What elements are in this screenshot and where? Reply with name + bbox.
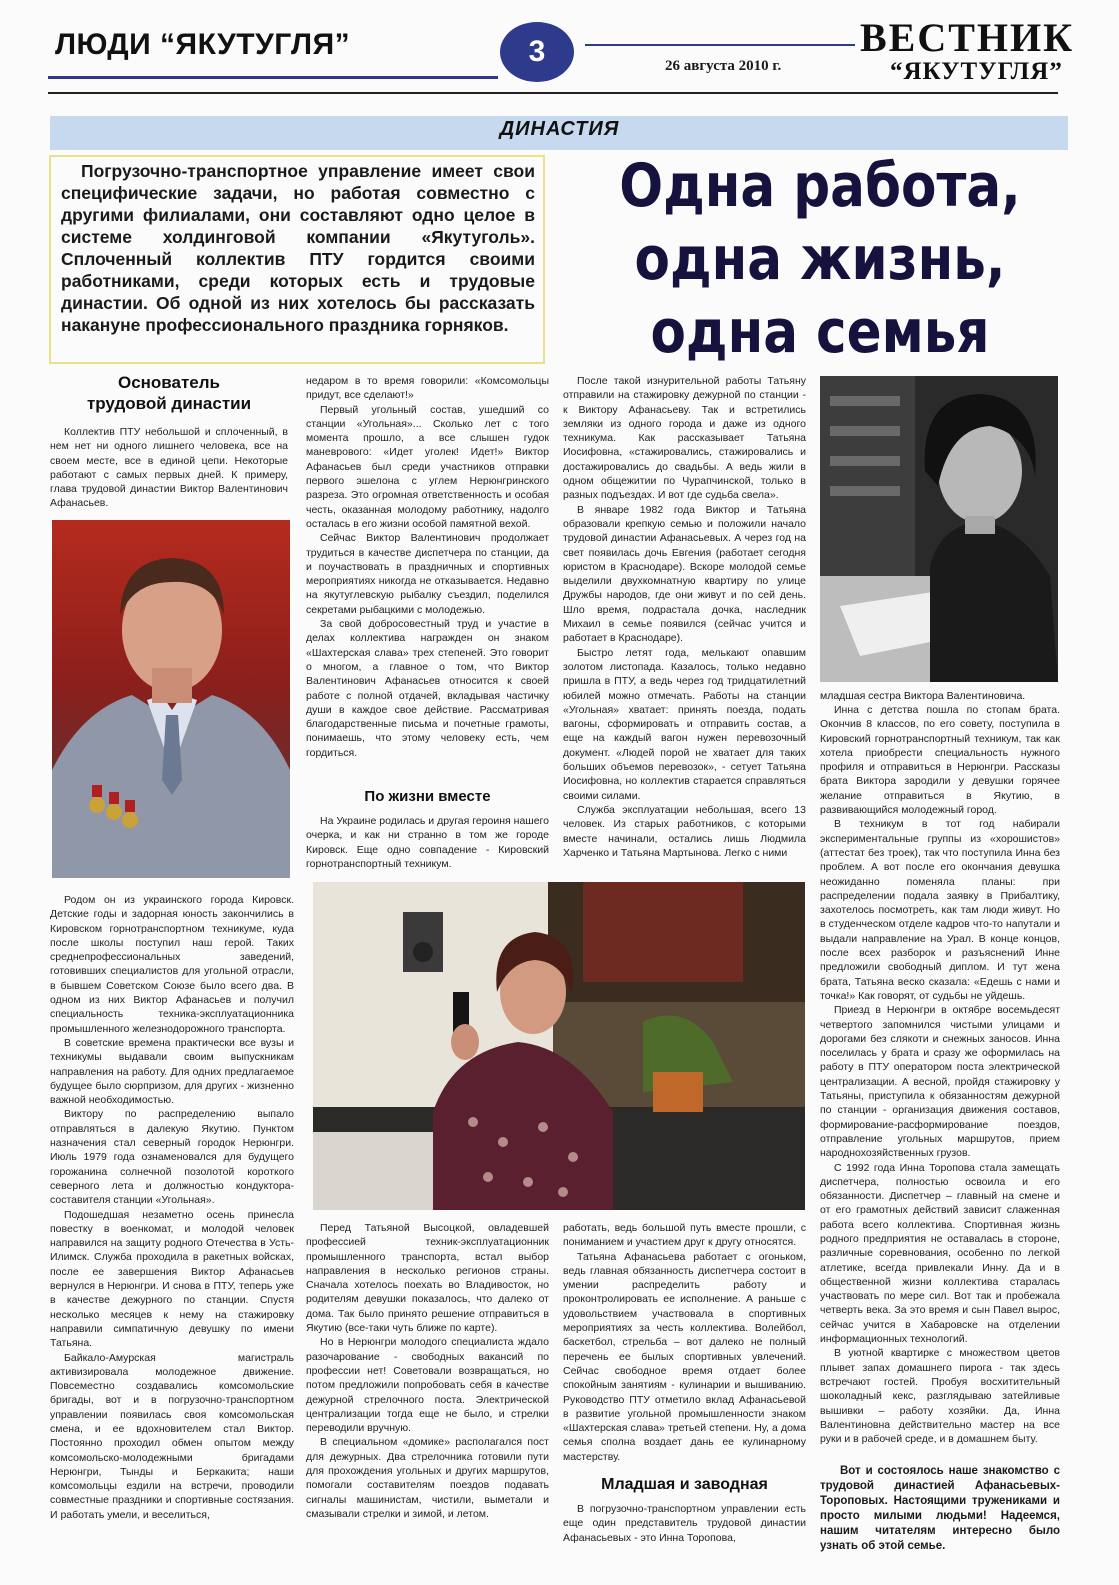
photo-viktor-image (52, 520, 290, 878)
col1-intro: Коллектив ПТУ небольшой и сплоченный, в нем нет ни одного лишнего человека, все на своем месте, все в единой цепи. Некоторые работают с самых первых дней. К примеру, глава трудовой династии Виктор Валентинович Афанасьев. (50, 426, 288, 510)
masthead-subtitle: “ЯКУТУГЛЯ” (890, 58, 1063, 85)
photo-inna-image (820, 376, 1058, 682)
issue-date: 26 августа 2010 г. (665, 58, 782, 74)
rubric-label: ДИНАСТИЯ (499, 118, 620, 140)
col3b-body-2: В погрузочно-транспортном управлении есть еще один представитель трудовой династии Афанасьевых - это Инна Торопова, (563, 1503, 806, 1544)
col2-subhead: По жизни вместе (364, 788, 491, 805)
col2b-body: Перед Татьяной Высоцкой, овладевшей профессией техник-эксплуатационник промышленного транспорта, встал выбор направления в несколько регионов страны. Сначала хотелось поехать во Владивосток, но родителям девушки показалось, что далеко от дома. Так было принято решение отправиться в Якутию (все-таки чуть ближе по карте). Но в Нерюнгри молодого специалиста ждало разочарование - свободных вакансий по профессии нет! Советовали возвращаться, но потом предложили попробовать себя в качестве дежурной стрелочного поста. Электрической централизации тогда еще не было, и стрелки переводили вручную. В специальном «домике» располагался пост для дежурных. Два стрелочника готовили пути для прохождения угольных и других маршрутов, помогали составителям поездов подавать сигналы машинистам, чистили, выметали и смазывали стрелки и зимой, и летом. (306, 1222, 549, 1520)
header-rule-left (48, 76, 498, 79)
col4-body: Инна с детства пошла по стопам брата. Окончив 8 классов, по его совету, поступила в Кировский горнотранспортный техникум, так как хотела приобрести специальность нужного профиля и отправиться в Нерюнгри. Рассказы брата Виктора зародили у девушки горячее желание отправиться в Якутию, в развивающийся молодежный город. В техникум в тот год набирали экспериментальные группы из «хорошистов» (аттестат без троек), так что поступила Инна без проблем. А вот после его окончания девушка неожиданно поменяла планы: при распределении подала заявку в Прибалтику, захотелось посмотреть, как там люди живут. Но в студенческом отделе кадров что-то напутали и выдали направление на Урал. В конце концов, после всех разборок и разъяснений Инне предложили свободный диплом. И тут жена брата, Татьяна веско сказала: «Едешь с нами и точка!» Как говорят, от судьбы не уйдешь. Приезд в Нерюнгри в октябре восемьдесят четвертого запомнился чистыми улицами и дорогами без слякоти и снежных заносов. Инна поселилась у брата и сразу же оформилась на работу в ПТУ оператором поста электрической централизации. А весной, пройдя стажировку у Татьяны, приступила к обязанностям дежурной по станции - организация движения составов, формирование-расформирование поездов, отправление угольных маршрутов, прием народнохозяйственных грузов. С 1992 года Инна Торопова стала замещать диспетчера, полностью освоила и его обязанности. Диспетчер – главный на смене и от его грамотных действий зависит слаженная работа всего коллектива. Спортивная жизнь родного предприятия не оставалась в стороне, различные соревнования, особенно по легкой атлетике, всегда привлекали Инну. Да и в общественной жизни коллектива старалась участвовать по мере сил. Вот так и пробежала четверть века. За это время и сын Павел вырос, сейчас учится в Хабаровске на отделении информационных технологий. В уютной квартирке с множеством цветов плывет запах домашнего пирога - так здесь встречают гостей. Пробуя восхитительный шоколадный кекс, разглядываю затейливые вышивки – работу хозяйки. Да, Инна Валентиновна действительно мастер на все руки и в рабочей среде, и в домашнем быту. (820, 704, 1060, 1446)
photo-viktor (52, 520, 290, 878)
header-rule-right (585, 44, 855, 46)
headline (609, 150, 1030, 369)
headline-line-2: одна жизнь, (634, 224, 1006, 294)
lead-text: Погрузочно-транспортное управление имеет свои специфические задачи, но работая совместно с другими филиалами, они составляют одно целое в системе холдинговой компании «Якутуголь». Сплоченный коллектив ПТУ гордится своими работниками, среди которых есть и трудовые династии. Об одной из них хотелось бы рассказать накануне профессионального праздника горняков. (61, 161, 535, 335)
final-statement: Вот и состоялось наше знакомство с трудовой династией Афанасьевых-Тороповых. Настоящими тружениками и просто милыми людьми! Надеемся, нашим читателям интересно было узнать об этой семье. (820, 1465, 1060, 1552)
photo-tatyana (313, 882, 805, 1210)
col1-subhead: Основатель трудовой династии (86, 373, 252, 413)
col3b-subhead: Младшая и заводная (601, 1476, 768, 1493)
photo-tatyana-image (313, 882, 805, 1210)
page-number-badge: 3 (500, 22, 574, 82)
headline-line-1: Одна работа, (619, 151, 1021, 221)
header-bottom-rule (48, 92, 1058, 94)
col1-body: Родом он из украинского города Кировск. Детские годы и задорная юность закончились в Кировском горнотранспортном техникуме, куда после школы поступил наш герой. Таких среднепрофессиональных заведений, готовивших специалистов для угольной отрасли, в бывшем Советском Союзе было всего два. В одном из них Виктор Афанасьев и получил специальность техника-эксплуатационника промышленного железнодорожного транспорта. В советские времена практически все вузы и техникумы выдавали своим выпускникам направления на работу. Для одних предлагаемое будущее было сюрпризом, для других - жизненно важной необходимостью. Виктору по распределению выпало отправляться в далекую Якутию. Пунктом назначения стал северный городок Нерюнгри. Июль 1979 года ознаменовался для будущего горожанина солнечной позолотой короткого северного лета и должностью кондуктора-составителя станции «Угольная». Подошедшая незаметно осень принесла повестку в военкомат, и молодой человек направился на защиту родного Отечества в Усть-Илимск. Служба проходила в ракетных войсках, после ее завершения Виктор Афанасьев вернулся в Нерюнгри. И снова в ПТУ, теперь уже в качестве дежурного по станции. Спустя несколько месяцев к нему на стажировку направили симпатичную девушку по имени Татьяна. Байкало-Амурская магистраль активизировала молодежное движение. Повсеместно создавались комсомольские бригады, вот и в погрузочно-транспортном управлении появилась своя комсомольская смена, и ее вдохновителем стал Виктор. Постоянно проходил обмен опытом между комсомольско-молодежными бригадами Нерюнгри, Тынды и Беркакита; наши комсомольцы ездили на встречи, проводили совместные праздники и спортивные состязания. И работать умели, и веселиться, (50, 894, 294, 1521)
col2-body-2: На Украине родилась и другая героиня нашего очерка, и как ни странно в том же городе Кировск. Еще одно совпадение - Кировский горнотранспортный техникум. (306, 815, 549, 870)
lead-box (49, 155, 545, 364)
col2-body: недаром в то время говорили: «Комсомольцы придут, все сделают!» Первый угольный состав, ушедший со станции «Угольная»... Сколько лет с того момента прошло, а все слышен гудок маневрового: «Идет уголек! Идет!» Виктор Афанасьев был среди участников отправки первого эшелона с углем Нерюнгринского разреза. Это огромная ответственность и особая честь, оказанная молодому работнику, надолго осталась в его жизни особой памятной вехой. Сейчас Виктор Валентинович продолжает трудиться в качестве диспетчера по станции, да и поучаствовать в праздничных и спортивных мероприятиях никогда не отказывается. Недавно на якутуглевскую рыбалку съездил, поделился секретами рыбацкими с молодежью. За свой добросовестный труд и участие в делах коллектива награжден он знаком «Шахтерская слава» трех степеней. Это говорит о многом, а главное о том, что Виктор Валентинович Афанасьев относится к своей работе с полной отдачей, вкладывая частичку души в каждое свое действие. Рассматривая благодарственные письма и почетные грамоты, понимаешь, что этому человеку есть, чем гордиться. (306, 375, 549, 759)
headline-line-3: одна семья (650, 297, 990, 367)
photo-inna-caption: младшая сестра Виктора Валентиновича. (820, 690, 1026, 702)
photo-inna (820, 376, 1058, 682)
masthead-title: ВЕСТНИК (860, 15, 1075, 60)
section-title: ЛЮДИ “ЯКУТУГЛЯ” (55, 28, 351, 61)
col3-body: После такой изнурительной работы Татьяну отправили на стажировку дежурной по станции - к Виктору Афанасьеву. Так и встретились земляки из одного города и даже из одного техникума. Как рассказывает Татьяна Иосифовна, «стажировались, стажировались и достажировались до свадьбы. А ведь жили в одном общежитии по Чурапчинской, только в разных подъездах. И вот где судьба свела». В январе 1982 года Виктор и Татьяна образовали крепкую семью и положили начало трудовой династии Афанасьевых. А через год на свет появилась дочь Евгения (работает сегодня юристом в Краснодаре). Вскоре молодой семье выделили двухкомнатную квартиру по улице Дружбы народов, где они живут и по сей день. Шло время, подрастала дочка, наследник Михаил в семье появился (сейчас учится и работает в Краснодаре). Быстро летят года, мелькают опавшим золотом листопада. Казалось, только недавно пришла в ПТУ, а ведь через год тридцатилетний юбилей можно отмечать. Работы на станции «Угольная» хватает: принять поезда, подать вагоны, сформировать и отправить состав, а еще на каждый вагон нужен перевозочный документ. «Людей порой не хватает для таких больших объемов перевозок», - сетует Татьяна Иосифовна, но коллектив старается справляться своими силами. Служба эксплуатации небольшая, всего 13 человек. Из старых работников, с которыми вместе начинали, остались лишь Людмила Харченко и Татьяна Мартынова. Легко с ними (563, 375, 806, 859)
col3b-body: работать, ведь большой путь вместе прошли, с пониманием и участием друг к другу относятся. Татьяна Афанасьева работает с огоньком, ведь главная обязанность диспетчера состоит в умении распределить работу и проконтролировать ее исполнение. А раньше с удовольствием участвовала в спортивных мероприятиях за честь коллектива. Волейбол, баскетбол, стрельба – вот далеко не полный перечень ее былых спортивных увлечений. Сейчас свободное время отдает более спокойным занятиям - кулинарии и вышиванию. Руководство ПТУ отметило вклад Афанасьевой в развитие угольной промышленности знаком «Шахтерская слава» третьей степени. Ну, а дома семья сполна воздает дань ее кулинарному мастерству. (563, 1222, 806, 1463)
